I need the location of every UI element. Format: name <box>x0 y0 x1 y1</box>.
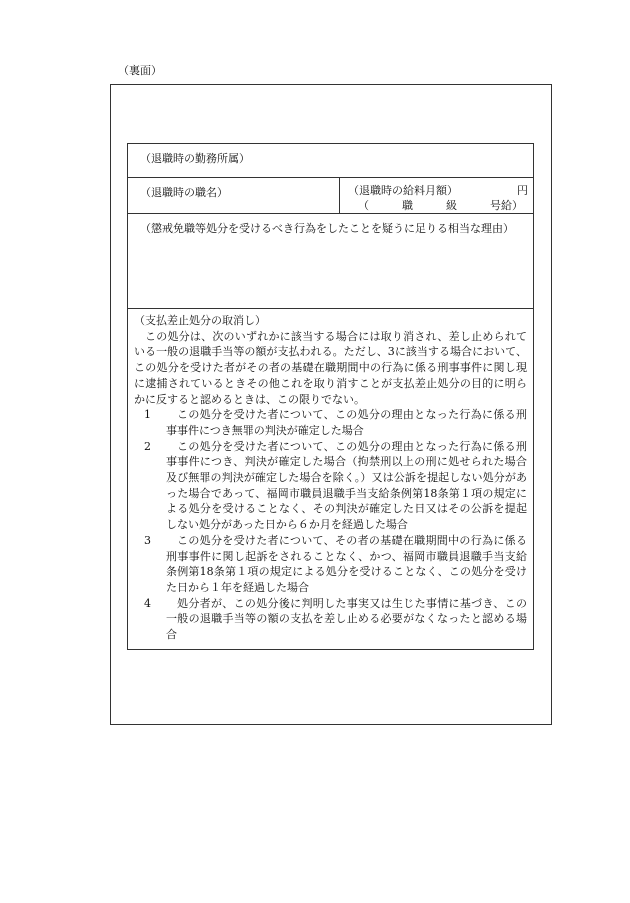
item-text: 処分者が、この処分後に判明した事実又は生じた事情に基づき、この一般の退職手当等の額の支払を差し止める必要がなくなったと認める場合 <box>166 596 527 642</box>
reason-label: （懲戒免職等処分を受けるべき行為をしたことを疑うに足りる相当な理由） <box>140 222 514 235</box>
position-cell <box>128 178 340 213</box>
cancellation-row <box>128 309 533 649</box>
list-item <box>134 439 527 533</box>
item-text: この処分を受けた者について、この処分の理由となった行為に係る刑事事件につき、判決が確定した場合（拘禁刑以上の刑に処せられた場合及び無罪の判決が確定した場合を除く。）又は公訴を提起しない処分があった場合であって、福岡市職員退職手当支給条例第18条第１項の規定による処分を受けることなく、その判決が確定した日又はその公訴を提起しない処分があった日から６か月を経過した場合 <box>166 439 527 532</box>
form-table <box>127 143 534 650</box>
department-label: （退職時の勤務所属） <box>140 152 250 165</box>
item-number: 2 <box>144 439 151 453</box>
grade-level: 級 <box>446 199 457 212</box>
salary-cell <box>340 178 533 213</box>
grade-number: 号給） <box>490 199 523 212</box>
list-item <box>134 596 527 643</box>
salary-label: （退職時の給料月額） <box>348 184 458 197</box>
list-item <box>134 407 527 438</box>
item-number: 3 <box>144 533 151 547</box>
side-label: （裏面） <box>118 64 162 77</box>
item-number: 1 <box>144 408 151 422</box>
item-text: この処分を受けた者について、この処分の理由となった行為に係る刑事事件につき無罪の判決が確定した場合 <box>166 408 527 437</box>
item-text: この処分を受けた者について、その者の基礎在職期間中の行為に係る刑事事件に関し起訴をされることなく、かつ、福岡市職員退職手当支給条例第18条第１項の規定による処分を受けることなく、この処分を受けた日から１年を経過した場合 <box>166 533 527 594</box>
item-number: 4 <box>144 596 151 610</box>
grade-job: 職 <box>402 199 413 212</box>
department-row <box>128 144 533 178</box>
cancellation-intro: この処分は、次のいずれかに該当する場合には取り消され、差し止められている一般の退職手当等の額が支払われる。ただし、3に該当する場合において、この処分を受けた者がその者の基礎在職期間中の行為に係る刑事事件に関し現に逮捕されているときその他これを取り消すことが支払差止処分の目的に明らかに反すると認めるときは、この限りでない。 <box>134 329 527 406</box>
reason-row <box>128 214 533 309</box>
position-label: （退職時の職名） <box>140 186 228 199</box>
salary-unit: 円 <box>517 184 528 197</box>
position-salary-row <box>128 178 533 214</box>
grade-line <box>358 197 523 213</box>
list-item <box>134 533 527 596</box>
cancellation-title: （支払差止処分の取消し） <box>134 314 266 327</box>
grade-open: （ <box>358 199 369 212</box>
